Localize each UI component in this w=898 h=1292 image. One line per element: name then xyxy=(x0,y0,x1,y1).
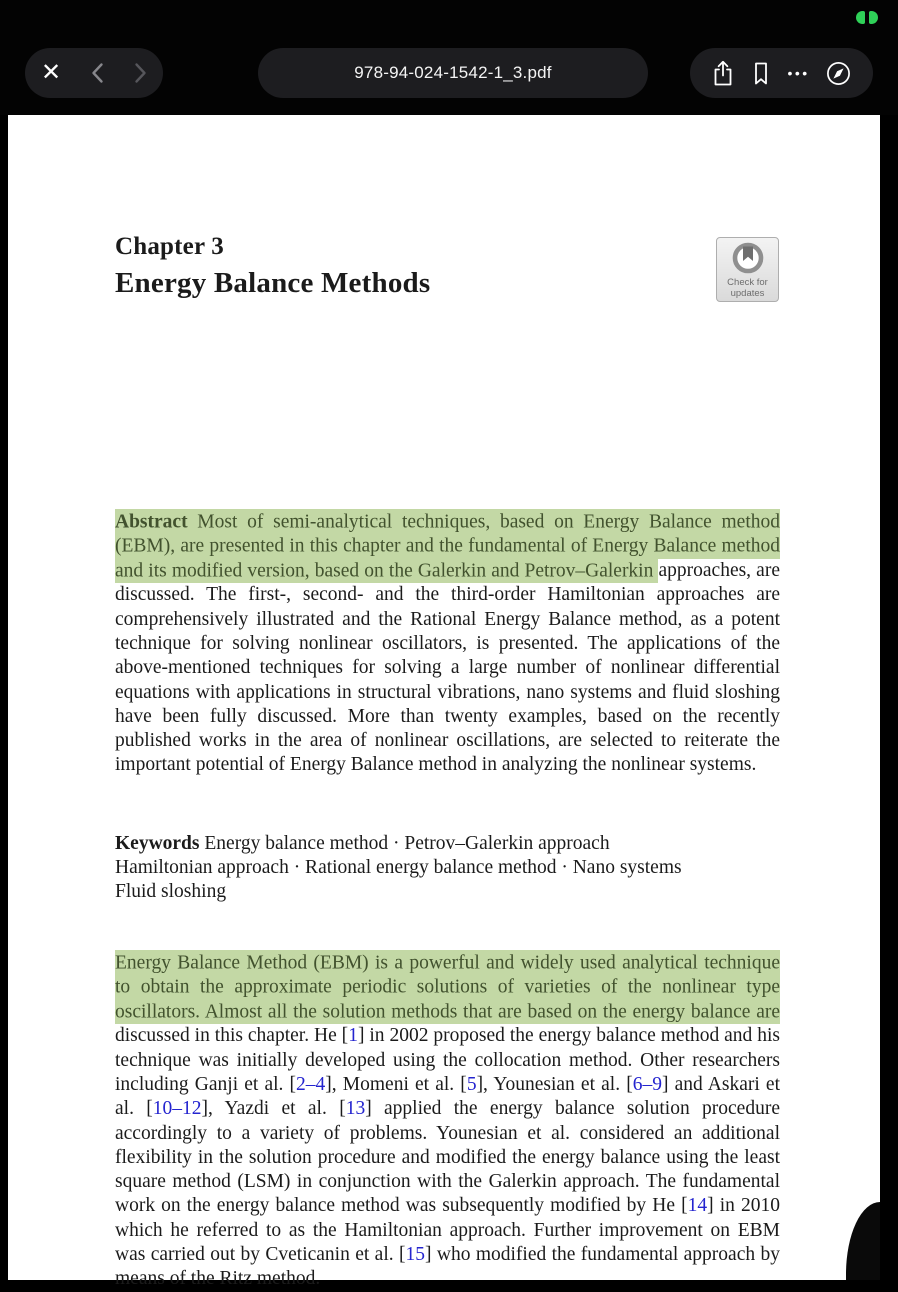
text-run: ] and Askari et al. [ xyxy=(115,1073,781,1120)
page-title: Energy Balance Methods xyxy=(115,267,431,299)
document-filename: 978-94-024-1542-1_3.pdf xyxy=(354,63,552,82)
text-run: ] applied the energy balance solution procedure accordingly to a variety of problems. Younesian et al. considered an additional flexibility in the solution procedure and modified the energy balance using the least square method (LSM) in conjunction with the Galerkin approach. The fundamental work on the energy balance method was subsequently modified by He [ xyxy=(115,1098,780,1217)
text-run: ], Younesian et al. [ xyxy=(476,1073,633,1095)
pdf-page xyxy=(8,115,880,1290)
browser-toolbar xyxy=(0,0,898,115)
text-run: Energy balance method · Petrov–Galerkin approach xyxy=(199,832,610,854)
text-run: Energy Balance Method (EBM) is a powerful and widely used analytical technique to obtain the approximate periodic solutions of varieties of the nonlinear type oscillators. Almost all the solution methods that are based on the energy balance are xyxy=(115,950,780,1024)
citation-link[interactable]: 14 xyxy=(687,1195,708,1217)
bookmark-button[interactable] xyxy=(750,59,772,87)
text-run: discussed in this chapter. He [ xyxy=(115,1025,349,1047)
citation-link[interactable]: 2–4 xyxy=(296,1073,326,1095)
nav-button-group xyxy=(25,48,163,98)
filename-pill[interactable] xyxy=(258,48,648,98)
text-run: ], Yazdi et al. [ xyxy=(201,1098,346,1120)
close-button[interactable] xyxy=(41,61,61,85)
chapter-label: Chapter 3 xyxy=(115,233,224,260)
chevron-left-icon xyxy=(91,62,104,84)
citation-link[interactable]: 10–12 xyxy=(152,1098,202,1120)
text-run: Most of semi-analytical techniques, based on Energy Balance method (EBM), are presented in this chapter and the fundamental of Energy Balance method and its modified version, based on the Galerkin and Petrov–Galerkin xyxy=(115,509,780,583)
text-run: ] in 2010 which he referred to as the Hamiltonian approach. Further improvement on EBM was carried out by Cveticanin et al. [ xyxy=(115,1195,780,1266)
ellipsis-icon: ••• xyxy=(787,65,810,81)
text-run: ], Momeni et al. [ xyxy=(325,1073,467,1095)
citation-link[interactable]: 15 xyxy=(405,1244,425,1266)
citation-link[interactable]: 1 xyxy=(348,1025,358,1047)
action-button-group xyxy=(690,48,873,98)
citation-link[interactable]: 13 xyxy=(345,1098,366,1120)
back-button[interactable] xyxy=(91,62,104,84)
close-icon: ✕ xyxy=(41,59,62,86)
open-in-safari-button[interactable] xyxy=(825,60,852,87)
text-run: approaches, are discussed. The first-, second- and the third-order Hamiltonian approaches are comprehensively illustrated and the Rational Energy Balance method, as a potent technique for solving nonlinear oscillators, is presented. The applications of the above-mentioned techniques for solving a large number of nonlinear differential equations with applications in structural vibrations, nano systems and fluid sloshing have been fully discussed. More than twenty examples, based on the recently published works in the area of nonlinear oscillations, are selected to reiterate the important potential of Energy Balance method in analyzing the nonlinear systems. xyxy=(115,560,780,776)
check-for-updates-badge[interactable] xyxy=(716,237,779,302)
text-run: Keywords xyxy=(115,832,200,854)
crossmark-icon xyxy=(730,241,766,277)
abstract-paragraph xyxy=(115,511,780,778)
citation-link[interactable]: 5 xyxy=(466,1073,477,1095)
keywords-paragraph xyxy=(115,832,780,905)
text-run: Hamiltonian approach · Rational energy balance method · Nano systems xyxy=(115,856,682,878)
text-run: Abstract xyxy=(115,509,188,535)
text-run: Fluid sloshing xyxy=(115,881,227,903)
forward-button[interactable] xyxy=(134,62,147,84)
check-updates-label: Check for updates xyxy=(727,277,768,299)
title-block xyxy=(115,233,430,300)
page-corner-curl xyxy=(846,1202,880,1280)
charging-indicator-icon xyxy=(856,10,878,24)
text-run: ] in 2002 proposed the energy balance method and his technique was initially developed using the collocation method. Other researchers including Ganji et al. [ xyxy=(115,1025,780,1095)
share-button[interactable] xyxy=(711,59,735,87)
compass-icon xyxy=(825,60,852,87)
citation-link[interactable]: 6–9 xyxy=(632,1073,662,1095)
chevron-right-icon xyxy=(134,62,147,84)
more-options-button[interactable] xyxy=(787,66,809,80)
share-icon xyxy=(711,59,735,87)
intro-paragraph xyxy=(115,952,780,1292)
text-run: ] who modified the fundamental approach by means of the Ritz method. xyxy=(115,1244,780,1290)
bookmark-icon xyxy=(750,59,772,87)
